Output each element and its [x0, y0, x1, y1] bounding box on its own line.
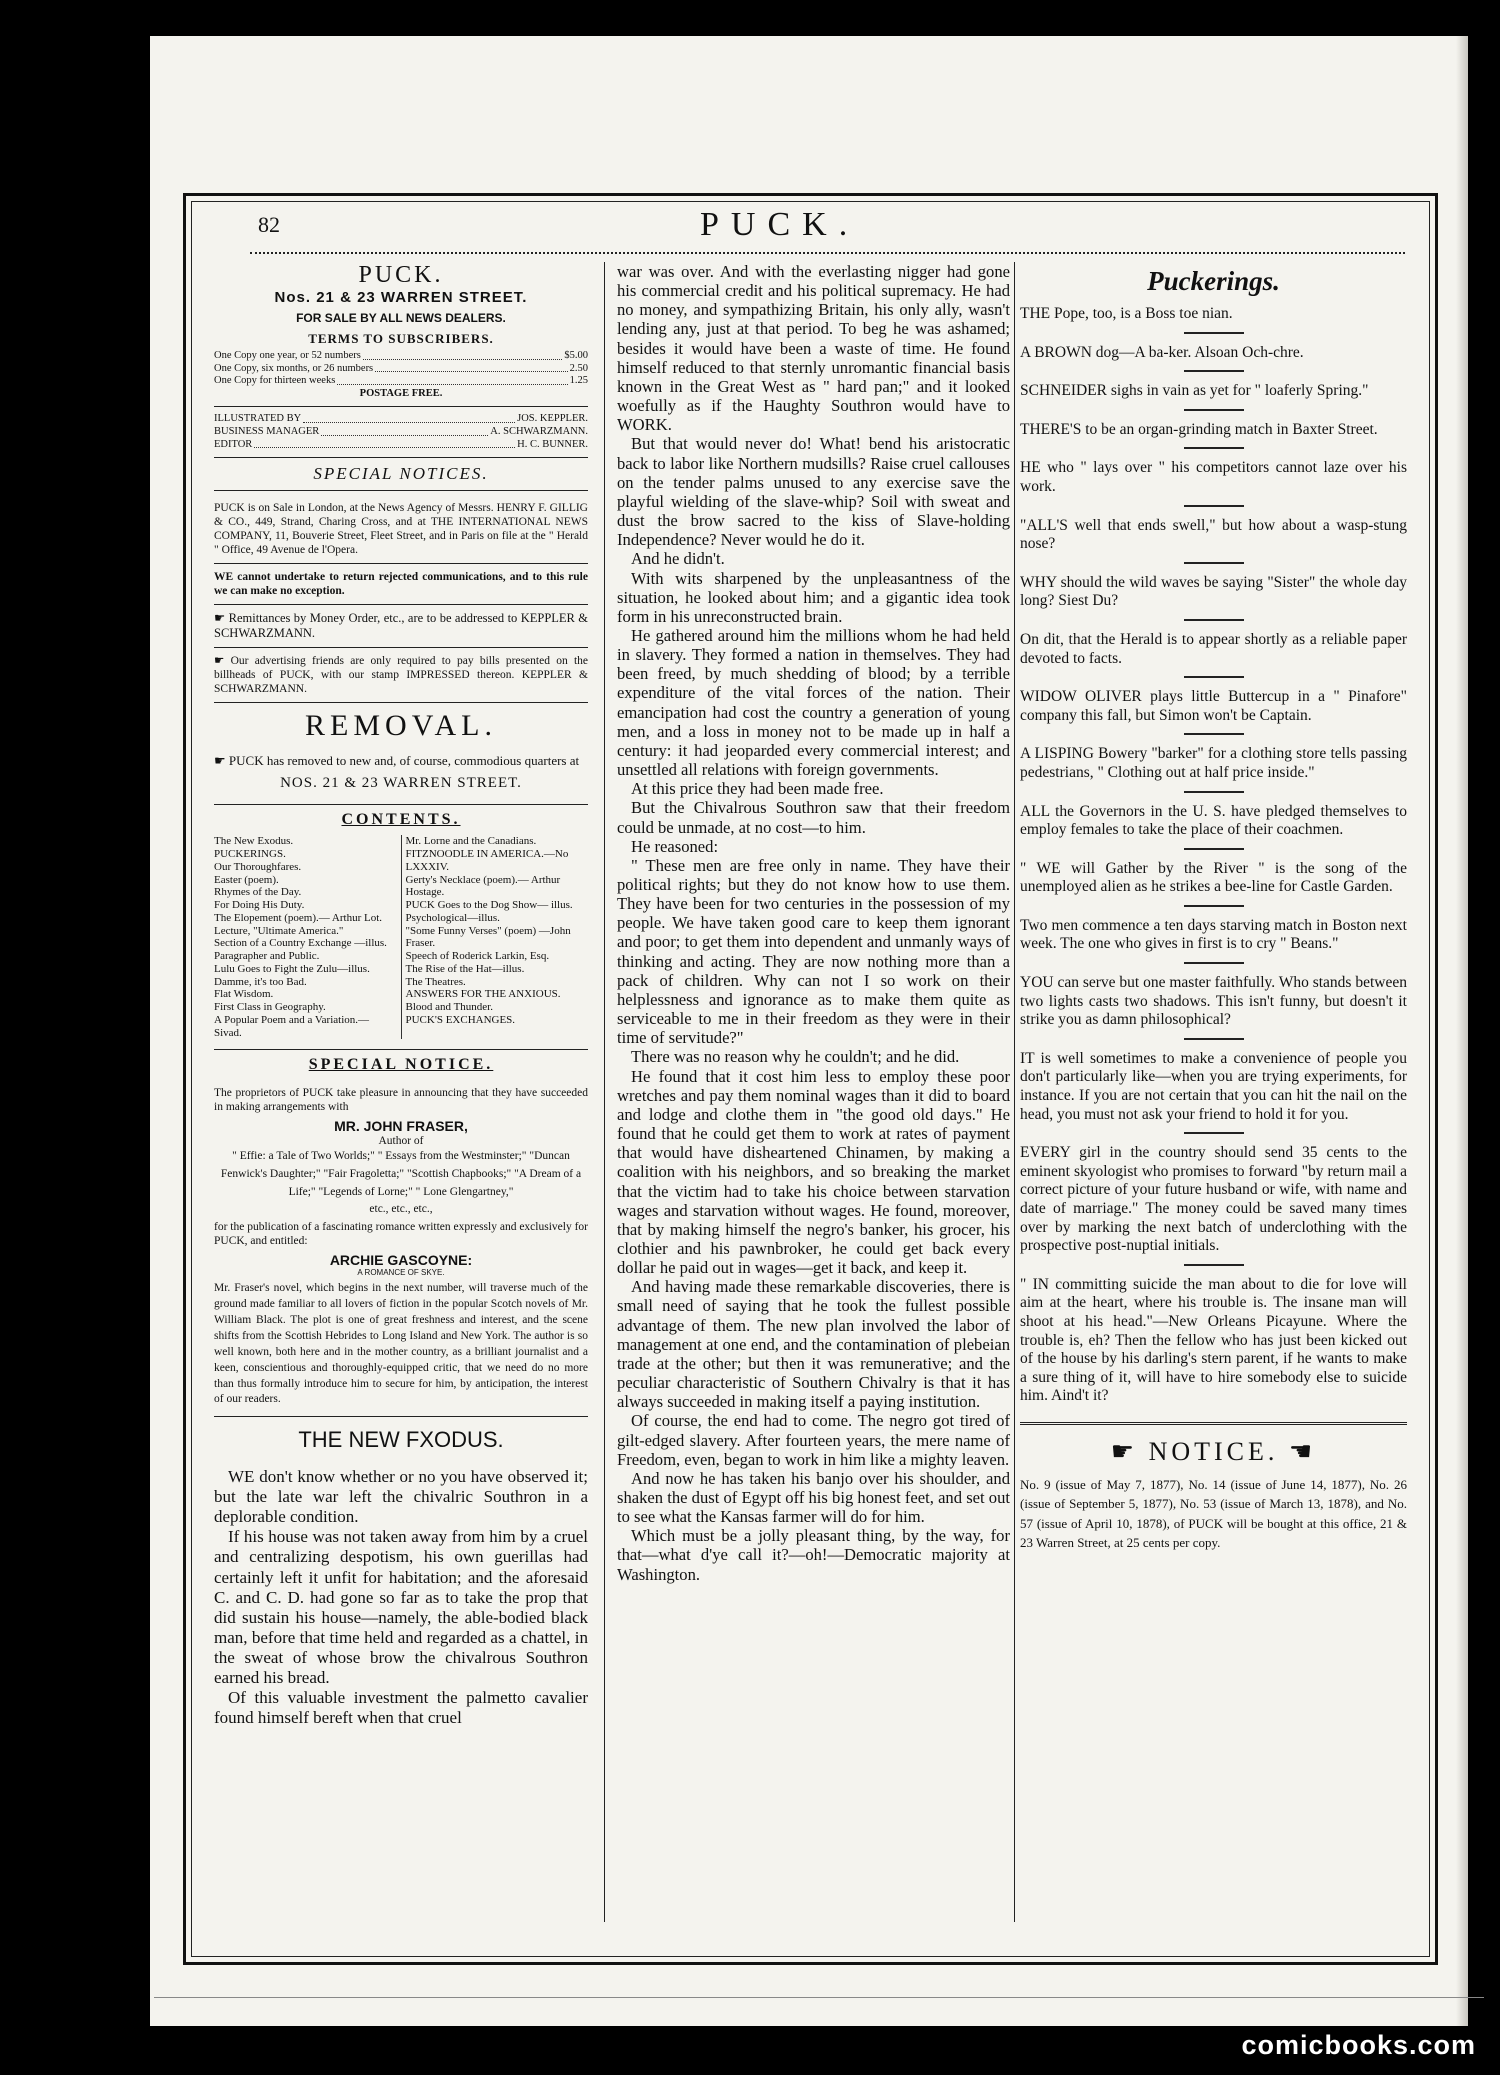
staff-row: [214, 426, 588, 439]
puckering-item: WHY should the wild waves be saying "Sister" the whole day long? Siest Du?: [1020, 573, 1407, 610]
column-1: [214, 262, 588, 1728]
puckering-item: YOU can serve but one master faithfully. Who stands between two lights casts two shadows. This isn't funny, but doesn't it strike you as damn philosophical?: [1020, 974, 1407, 1029]
terms-price: $5.00: [564, 350, 588, 361]
item-divider: [1184, 409, 1244, 411]
special-notice-remittances: [214, 611, 588, 641]
contents-item: Lecture, "Ultimate America.": [214, 924, 344, 937]
terms-row: [214, 350, 588, 363]
header-rule: [250, 252, 1405, 254]
terms-label: One Copy, six months, or 26 numbers: [214, 362, 374, 374]
contents-item: Section of a Country Exchange —illus.: [214, 937, 387, 950]
contents-item: The Theatres.: [405, 975, 466, 988]
item-divider: [1184, 848, 1244, 850]
item-divider: [1184, 370, 1244, 372]
contents-item: ANSWERS FOR THE ANXIOUS.: [405, 988, 561, 1001]
contents-item: Psychological—illus.: [405, 911, 500, 924]
puckering-item: THERE'S to be an organ-grinding match in Baxter Street.: [1020, 420, 1378, 438]
puckerings-heading: Puckerings.: [1147, 266, 1280, 296]
sn-works: " Effie: a Tale of Two Worlds;" " Essays from the Westminster;" "Duncan Fenwick's Daughter;" "Fair Fragoletta;" "Scottish Chapbooks;" "A Dream of a Life;" "Legends of Lorne;" " Lone Glengartney,": [220, 1150, 582, 1198]
pointing-hand-icon: ☛: [1110, 1436, 1139, 1466]
contents-right: [406, 835, 589, 1039]
puckering-item: A BROWN dog—A ba-ker. Alsoan Och-chre.: [1020, 343, 1304, 361]
column-divider-2: [1014, 262, 1015, 1922]
leader-dots: [363, 350, 563, 360]
puckering-item: ALL the Governors in the U. S. have pledged themselves to employ females to take the place of their coachmen.: [1020, 802, 1407, 839]
contents-item: PUCK Goes to the Dog Show— illus.: [405, 899, 573, 912]
removal-address: NOS. 21 & 23 WARREN STREET.: [280, 775, 522, 792]
terms-price: 2.50: [569, 362, 588, 374]
article-paragraph: With wits sharpened by the unpleasantness of the situation, he looked about him; and a gigantic idea took form in his unreconstructed brain.: [617, 568, 1010, 626]
staff-row: [214, 413, 588, 426]
special-notices-heading: SPECIAL NOTICES.: [313, 464, 489, 484]
puckerings-list: [1020, 305, 1407, 1406]
leader-dots: [375, 363, 567, 373]
puckering-item: HE who " lays over " his competitors cannot laze over his work.: [1020, 459, 1407, 495]
contents-heading: CONTENTS.: [341, 811, 461, 829]
contents-item: Rhymes of the Day.: [214, 886, 302, 899]
puckering-item: " IN committing suicide the man about to die for love will aim at the heart, where his trouble is. The insane man will shoot at his head."—New Orleans Picayune. Where the trouble is, eh? Then the fellow who has just been kicked out of the house by his darling's stern parent, if he wants to make a sure thing of it, will have to hire somebody else to suicide him. Aind't it?: [1020, 1275, 1407, 1405]
article-paragraph: Of course, the end had to come. The negro got tired of gilt-edged slavery. After fourteen years, the mere name of Freedom, even, began to work in him like a mighty leaven.: [617, 1411, 1010, 1469]
article-paragraph: And now he has taken his banjo over his shoulder, and shaken the dust of Egypt off his big honest feet, and set out to see what the Kansas farmer will do for him.: [617, 1468, 1010, 1527]
contents-item: Blood and Thunder.: [405, 1001, 493, 1014]
article-paragraph: There was no reason why he couldn't; and he did.: [631, 1047, 960, 1067]
for-sale: FOR SALE BY ALL NEWS DEALERS.: [296, 311, 506, 325]
masthead: PUCK.: [700, 206, 860, 243]
item-divider: [1184, 332, 1244, 334]
contents-item: Damme, it's too Bad.: [214, 975, 307, 988]
removal-notice: [214, 753, 588, 769]
article-paragraph: If his house was not taken away from him by a cruel and centralizing despotism, his own guerillas had certainly left it unfit for habitation; and the aforesaid C. and C. D. had gone so far as to take the prop that did sustain his house—namely, the able-bodied black man, before that time held and regarded as a chattel, in the sweat of whose brow the chivalrous Southron earned his bread.: [214, 1527, 588, 1687]
exodus-continued: [617, 262, 1010, 1584]
leader-dots: [303, 413, 515, 423]
puckering-item: "ALL'S well that ends swell," but how about a wasp-stung nose?: [1020, 516, 1407, 553]
article-paragraph: He found that it cost him less to employ these poor wretches and pay them nominal wages than it did to board and lodge and clothe them in "the good old days." He found that he could get them to work at rates of payment that would have disheartened Chinamen, by making a coalition with his neighbors, and so breaking the market that the victim had to take his choice between starvation wages and starvation without wages. He found, moreover, that by making himself the negro's banker, his grocer, his clothier and his pawnbroker, he could get back every dollar he paid out in wages—get it back, and keep it.: [617, 1066, 1010, 1278]
puckering-item: SCHNEIDER sighs in vain as yet for " loaferly Spring.": [1020, 382, 1369, 400]
removal-heading: REMOVAL.: [305, 709, 497, 743]
item-divider: [1184, 676, 1244, 678]
contents-item: Easter (poem).: [214, 873, 279, 886]
sn-etc: etc., etc., etc.,: [369, 1202, 433, 1215]
notice-heading-text: NOTICE.: [1148, 1436, 1279, 1466]
notice-heading: [1020, 1437, 1407, 1467]
puckering-item: A LISPING Bowery "barker" for a clothing store tells passing pedestrians, " Clothing out at half price inside.": [1020, 745, 1407, 781]
item-divider: [1184, 447, 1244, 449]
article-paragraph: WE don't know whether or no you have observed it; but the late war left the chivalric Southron in a deplorable condition.: [214, 1467, 588, 1527]
contents-item: For Doing His Duty.: [214, 899, 305, 912]
item-divider: [1184, 1264, 1244, 1266]
article-paragraph: He reasoned:: [631, 836, 719, 856]
contents-item: A Popular Poem and a Variation.—Sivad.: [214, 1013, 369, 1039]
contents-item: Paragrapher and Public.: [214, 950, 320, 963]
staff-list: [214, 413, 588, 451]
staff-name: JOS. KEPPLER.: [517, 413, 588, 425]
sn-subtitle: A ROMANCE OF SKYE.: [357, 1267, 445, 1277]
article-paragraph: And he didn't.: [631, 549, 725, 569]
contents-item: Gerty's Necklace (poem).— Arthur Hostage.: [405, 873, 561, 899]
article-paragraph: Of this valuable investment the palmetto cavalier found himself bereft when that cruel: [214, 1687, 588, 1727]
contents-item: The Elopement (poem).— Arthur Lot.: [214, 911, 383, 924]
exodus-article: [214, 1467, 588, 1728]
contents-item: PUCK'S EXCHANGES.: [405, 1013, 516, 1026]
article-paragraph: war was over. And with the everlasting nigger had gone his commercial credit and his political supremacy. He had no money, and sympathizing Britain, his only ally, wasn't lending any, just at that period. To beg he was ashamed; besides it would have been a waste of time. He found himself reduced to that sternly unromantic financial basis known in the Great West as " hard pan;" and it looked woefully as if the Haughty Southron would have to WORK.: [617, 262, 1010, 435]
column-2: [617, 262, 1010, 1584]
contents-left: [214, 835, 402, 1039]
sn-body: Mr. Fraser's novel, which begins in the next number, will traverse much of the ground made familiar to all lovers of fiction in the popular Scotch novels of Mr. William Black. The plot is one of great freshness and interest, and the scene shifts from the Scottish Hebrides to Long Island and New York. The author is so well known, both here and in the mother country, as a brilliant journalist and a keen, conscientious and thoroughly-equipped critic, that we need do no more than thus formally introduce him to secure for him, by anticipation, the interest of our readers.: [214, 1282, 588, 1406]
staff-role: EDITOR: [214, 438, 253, 450]
special-notice-rejected: WE cannot undertake to return rejected communications, and to this rule we can make no exception.: [214, 571, 588, 598]
puckering-item: " WE will Gather by the River " is the song of the unemployed alien as he strikes a bee-line for Castle Garden.: [1020, 859, 1407, 896]
sn-publication: for the publication of a fascinating romance written expressly and exclusively for PUCK, and entitled:: [214, 1220, 588, 1247]
pointing-hand-icon: ☛: [214, 655, 225, 668]
article-paragraph: But that would never do! What! bend his aristocratic back to labor like Northern mudsills? Raise cruel callouses on the tender palms unused to any exercise save the playful wielding of the slave-whip? Soil with sweat and dust the brow sacred to the kiss of Slave-holding Independence? Never would he do it.: [617, 434, 1010, 550]
item-divider: [1184, 905, 1244, 907]
item-divider: [1184, 962, 1244, 964]
article-paragraph: But the Chivalrous Southron saw that their freedom could be unmade, at no cost—to him.: [617, 798, 1010, 837]
sn-title: ARCHIE GASCOYNE:: [329, 1251, 473, 1268]
special-notice-heading: SPECIAL NOTICE.: [308, 1056, 494, 1074]
article-paragraph: " These men are free only in name. They have their political rights; but they do not know how to use them. They have been for two centuries in the possession of my people. We have taken good care to keep them ignorant and poor; to get them into dependent and unmanly ways of thinking and acting. They are now nothing more than a pack of children. Why can not I so work on their helplessness and ignorance as to make them quite as serviceable to me in their freedom as they were in their time of servitude?": [617, 855, 1010, 1048]
puckering-item: Two men commence a ten days starving match in Boston next week. The one who gives in first is to cry " Beans.": [1020, 916, 1407, 953]
puckering-item: THE Pope, too, is a Boss toe nian.: [1020, 305, 1233, 322]
column-3: [1020, 262, 1407, 1553]
pointing-hand-icon: ☛: [214, 753, 226, 769]
terms-list: [214, 350, 588, 388]
puckering-item: WIDOW OLIVER plays little Buttercup in a " Pinafore" company this fall, but Simon won't be Captain.: [1020, 688, 1407, 724]
pointing-hand-left-icon: ☚: [1288, 1436, 1317, 1466]
contents-item: Flat Wisdom.: [214, 988, 274, 1001]
item-divider: [1184, 505, 1244, 507]
puck-title: PUCK.: [358, 262, 444, 288]
postage-note: POSTAGE FREE.: [359, 387, 443, 399]
pointing-hand-icon: ☛: [214, 611, 226, 626]
contents-item: Mr. Lorne and the Canadians.: [405, 835, 537, 848]
page-number: 82: [258, 212, 280, 237]
item-divider: [1184, 791, 1244, 793]
item-divider: [1184, 1132, 1244, 1134]
puckering-item: IT is well sometimes to make a convenience of people you don't particularly like—when you are trying experiments, for instance. If you are not certain that you can hit the nail on the head, you must not ask your friend to hold it for you.: [1020, 1049, 1407, 1123]
contents-item: Speech of Roderick Larkin, Esq.: [405, 950, 550, 963]
puckering-item: EVERY girl in the country should send 35 cents to the eminent skyologist who promises to forward "by return mail a correct picture of your future husband or wife, with name and date of marriage." The money could be saved many times over by marking the next batch of underclothing with the prospective post-nuptial initials.: [1020, 1144, 1407, 1255]
terms-row: [214, 375, 588, 388]
address: Nos. 21 & 23 WARREN STREET.: [274, 289, 528, 306]
contents-item: Our Thoroughfares.: [214, 860, 302, 873]
page-edge-line: [154, 1997, 1484, 1998]
terms-row: [214, 363, 588, 376]
staff-row: [214, 439, 588, 452]
item-divider: [1184, 562, 1244, 564]
leader-dots: [337, 375, 567, 385]
notice-text: No. 9 (issue of May 7, 1877), No. 14 (issue of June 14, 1877), No. 26 (issue of September 5, 1877), No. 53 (issue of March 13, 1878), and No. 57 (issue of April 10, 1878), of PUCK will be bought at this office, 21 & 23 Warren Street, at 25 cents per copy.: [1020, 1476, 1407, 1551]
sn-author-of: Author of: [378, 1135, 424, 1148]
special-notice-advertising: [214, 654, 588, 696]
staff-name: H. C. BUNNER.: [517, 438, 588, 450]
contents-item: "Some Funny Verses" (poem) —John Fraser.: [405, 924, 571, 950]
terms-price: 1.25: [569, 375, 588, 387]
staff-role: ILLUSTRATED BY: [214, 413, 302, 425]
article-paragraph: He gathered around him the millions whom he had held in slavery. They formed a nation in themselves. They had been freed, by much shedding of blood; by a terrible expenditure of the vital forces of the nation. Their emancipation had cost the country a generation of young men, and a loss in money not to be made up in half a century: it had jeoparded every commercial interest; and unsettled all relations with foreign governments.: [617, 625, 1010, 780]
contents-item: FITZNOODLE IN AMERICA.—No LXXXIV.: [405, 848, 569, 873]
leader-dots: [321, 426, 488, 436]
special-notice-london: PUCK is on Sale in London, at the News Agency of Messrs. HENRY F. GILLIG & CO., 449, Strand, Charing Cross, and at THE INTERNATIONAL NEWS COMPANY, 11, Bouverie Street, Fleet Street, and in Paris on file at the " Herald " Office, 49 Avenue de l'Opera.: [214, 502, 588, 557]
contents-item: The Rise of the Hat—illus.: [405, 962, 525, 975]
exodus-heading: THE NEW FXODUS.: [298, 1427, 504, 1453]
removal-text: PUCK has removed to new and, of course, commodious quarters at: [228, 753, 580, 769]
watermark: comicbooks.com: [1241, 2030, 1476, 2060]
contents-item: Lulu Goes to Fight the Zulu—illus.: [214, 962, 370, 975]
terms-label: One Copy for thirteen weeks: [214, 375, 336, 387]
staff-name: A. SCHWARZMANN.: [490, 425, 588, 437]
puckering-item: On dit, that the Herald is to appear shortly as a reliable paper devoted to facts.: [1020, 630, 1407, 667]
leader-dots: [254, 439, 515, 449]
contents-item: PUCKERINGS.: [214, 848, 286, 861]
item-divider: [1184, 1038, 1244, 1040]
sn-intro: The proprietors of PUCK take pleasure in announcing that they have succeeded in making arrangements with: [214, 1087, 588, 1114]
contents-item: The New Exodus.: [214, 835, 294, 848]
column-divider-1: [604, 262, 605, 1922]
sn-author: MR. JOHN FRASER,: [334, 1118, 468, 1135]
contents-list: [214, 835, 588, 1039]
item-divider: [1184, 619, 1244, 621]
item-divider: [1184, 733, 1244, 735]
terms-label: One Copy one year, or 52 numbers: [214, 350, 361, 361]
staff-role: BUSINESS MANAGER: [214, 425, 320, 437]
article-paragraph: And having made these remarkable discoveries, there is small need of saying that he took the fullest possible advantage of them. The new plan involved the labor of management at one end, and the contamination of plebeian trade at the other; but then it was remunerative; and the peculiar characteristic of Southern Chivalry is that it has always succeeded in making itself a paying institution.: [617, 1277, 1010, 1412]
terms-heading: TERMS TO SUBSCRIBERS.: [308, 331, 494, 346]
article-paragraph: At this price they had been made free.: [631, 779, 884, 799]
contents-item: First Class in Geography.: [214, 1001, 326, 1014]
advertising-text: Our advertising friends are only required to pay bills presented on the billheads of PUCK, with our stamp IMPRESSED thereon. KEPPLER & SCHWARZMANN.: [214, 655, 588, 696]
article-paragraph: Which must be a jolly pleasant thing, by the way, for that—what d'ye call it?—oh!—Democratic majority at Washington.: [617, 1526, 1010, 1584]
remittances-text: Remittances by Money Order, etc., are to be addressed to KEPPLER & SCHWARZMANN.: [214, 611, 589, 641]
